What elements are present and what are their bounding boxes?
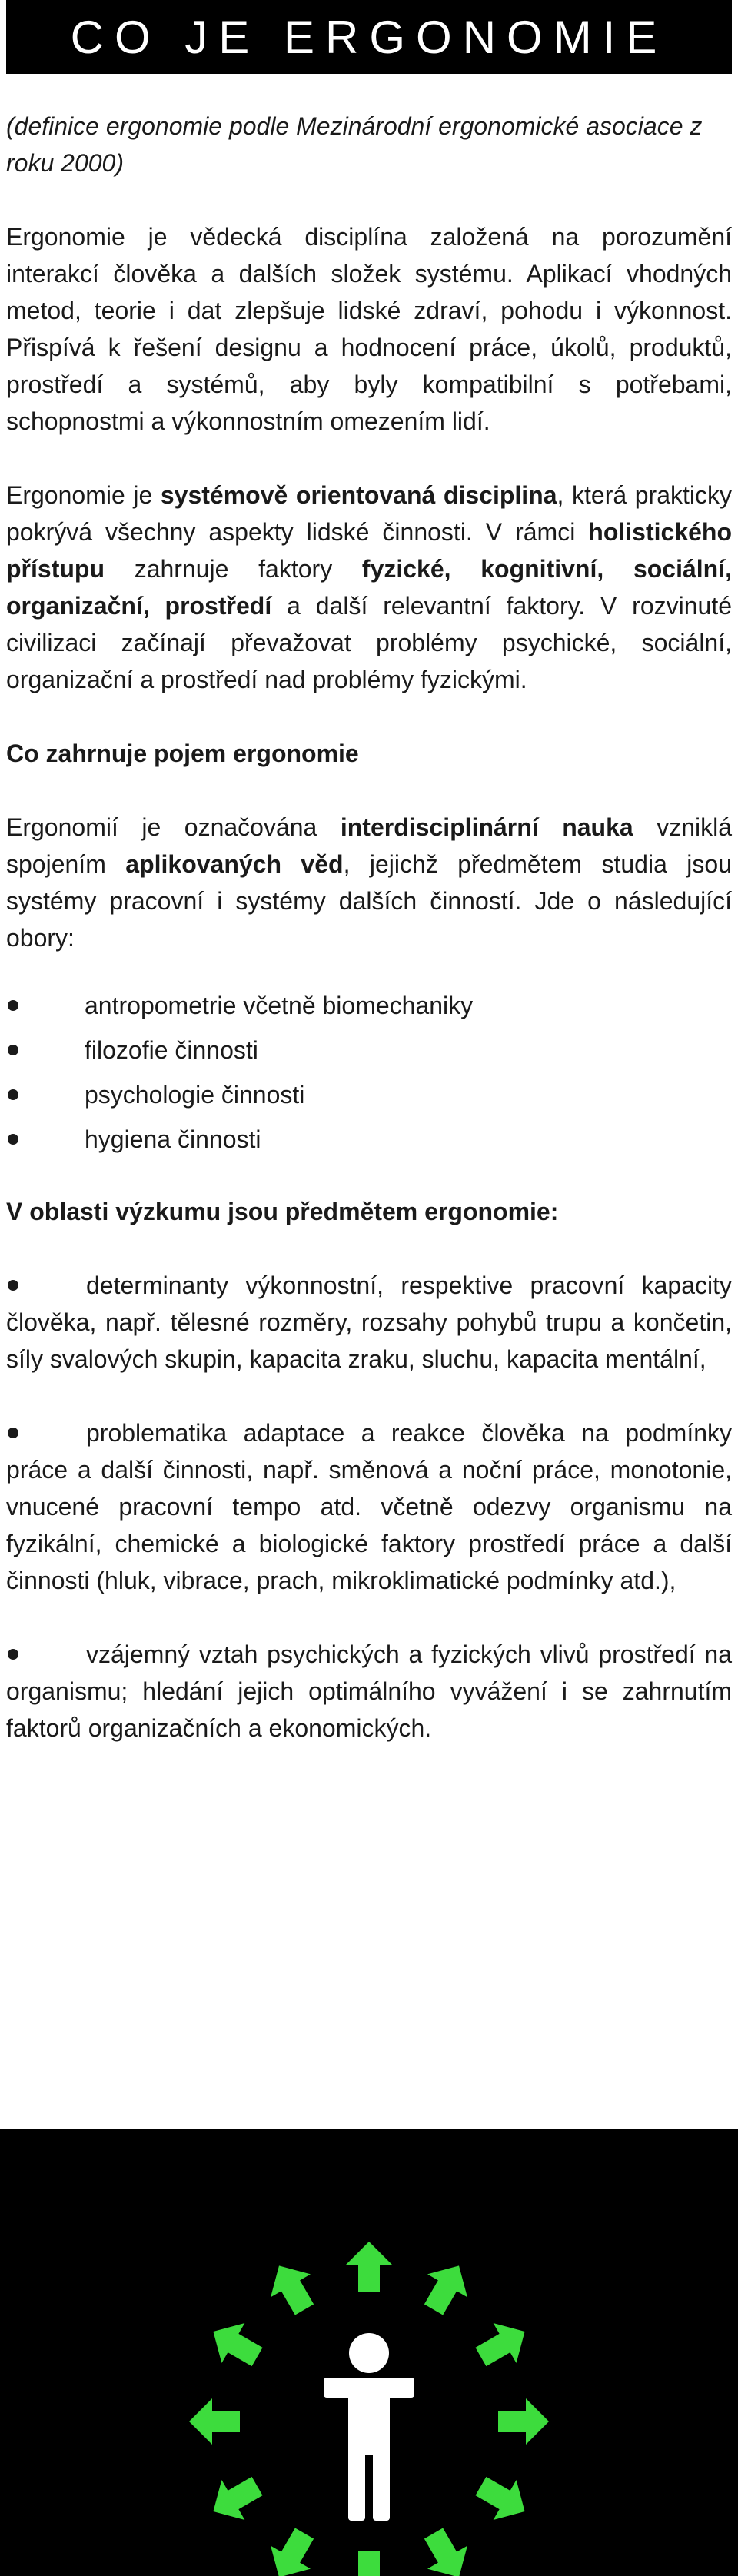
emphasis: holistického přístupu xyxy=(6,518,732,583)
arrow-icon xyxy=(259,2254,324,2321)
page-title: CO JE ERGONOMIE xyxy=(70,11,668,63)
person-icon xyxy=(324,2333,414,2521)
list-item: antropometrie včetně biomechaniky xyxy=(6,987,732,1032)
arrow-icon xyxy=(414,2521,479,2576)
research-item: vzájemný vztah psychických a fyzických vlivů prostředí na organismu; hledání jejich optimálního vyvážení i se zahrnutím faktorů organizačních a ekonomických. xyxy=(6,1640,732,1742)
arrow-icon xyxy=(189,2398,240,2445)
ergonomics-illustration xyxy=(0,2129,738,2576)
emphasis: fyzické, kognitivní, sociální, organizační, prostředí xyxy=(6,555,733,620)
systemic-paragraph: Ergonomie je systémově orientovaná disciplina, která prakticky pokrývá všechny aspekty lidské činnosti. V rámci holistického přístupu zahrnuje faktory fyzické, kognitivní, sociální, organizační, prostředí a další relevantní faktory. V rozvinuté civilizaci začínají převažovat problémy psychické, sociální, organizační a prostředí nad problémy fyzickými. xyxy=(6,481,733,693)
section-heading: Co zahrnuje pojem ergonomie xyxy=(6,740,359,767)
bullet-icon xyxy=(8,1649,18,1660)
fields-list xyxy=(6,987,732,1165)
list-item: filozofie činnosti xyxy=(6,1032,732,1076)
arrow-icon xyxy=(259,2521,324,2576)
arrow-icon xyxy=(201,2312,268,2377)
interdisciplinary-paragraph: Ergonomií je označována interdisciplinární nauka vzniklá spojením aplikovaných věd, jejichž předmětem studia jsou systémy pracovní i systémy dalších činností. Jde o následující obory: xyxy=(6,813,733,952)
section-heading: V oblasti výzkumu jsou předmětem ergonomie: xyxy=(6,1198,559,1225)
intro-note: (definice ergonomie podle Mezinárodní ergonomické asociace z roku 2000) xyxy=(6,112,703,177)
arrow-icon xyxy=(469,2466,536,2531)
emphasis: aplikovaných věd xyxy=(125,850,344,878)
list-item: psychologie činnosti xyxy=(6,1076,732,1121)
arrow-icon xyxy=(414,2254,479,2321)
research-item: problematika adaptace a reakce člověka na podmínky práce a další činnosti, např. směnová a noční práce, monotonie, vnucené pracovní tempo atd. včetně odezvy organismu na fyzikální, chemické a biologické faktory prostředí práce a další činnosti (hluk, vibrace, prach, mikroklimatické podmínky atd.), xyxy=(6,1419,732,1594)
emphasis: systémově orientovaná disciplina xyxy=(160,481,557,509)
title-bar xyxy=(6,0,732,74)
definition-paragraph: Ergonomie je vědecká disciplína založená na porozumění interakcí člověka a dalších složek systému. Aplikací vhodných metod, teorie i dat zlepšuje lidské zdraví, pohodu i výkonnost. Přispívá k řešení designu a hodnocení práce, úkolů, produktů, prostředí a systémů, aby byly kompatibilní s potřebami, schopnostmi a výkonnostním omezením lidí. xyxy=(6,223,732,435)
bullet-icon xyxy=(8,1280,18,1291)
arrow-icon xyxy=(469,2312,536,2377)
arrow-icon xyxy=(346,2551,392,2576)
illustration-svg xyxy=(0,2129,738,2576)
emphasis: interdisciplinární nauka xyxy=(340,813,633,841)
bullet-icon xyxy=(8,1428,18,1438)
list-item: hygiena činnosti xyxy=(6,1121,732,1165)
arrow-icon xyxy=(498,2398,549,2445)
arrow-icon xyxy=(346,2242,392,2292)
research-item: determinanty výkonnostní, respektive pracovní kapacity člověka, např. tělesné rozměry, rozsahy pohybů trupu a končetin, síly svalových skupin, kapacita zraku, sluchu, kapacita mentální, xyxy=(6,1271,732,1373)
article-body xyxy=(6,108,732,1747)
arrow-icon xyxy=(201,2466,268,2531)
